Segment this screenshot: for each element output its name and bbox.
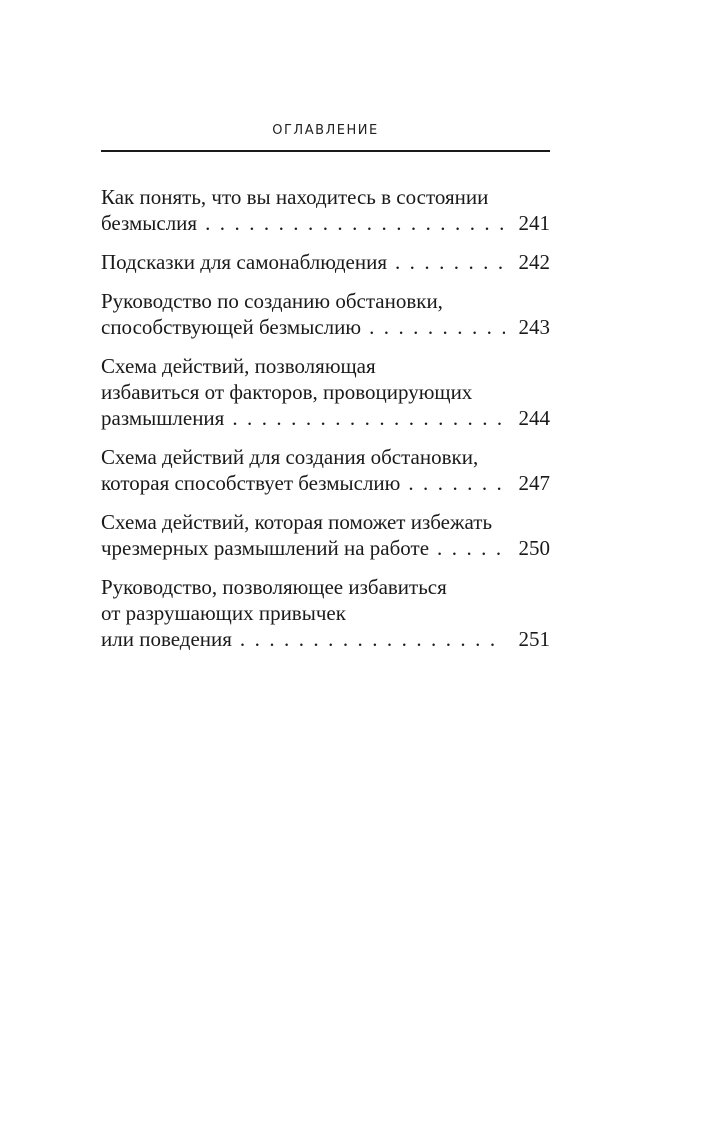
toc-entry-line: Схема действий для создания обстановки,: [101, 445, 479, 469]
toc-entry[interactable]: [101, 184, 550, 236]
toc-entry-line: Как понять, что вы находитесь в состоянии: [101, 185, 489, 209]
toc-entry-text: или поведения: [101, 627, 232, 651]
dot-leader: [205, 210, 504, 236]
table-of-contents: [101, 184, 550, 665]
toc-entry-last-line: [101, 314, 550, 340]
toc-entry-text: чрезмерных размышлений на работе: [101, 536, 430, 560]
toc-entry-last-line: [101, 405, 550, 431]
toc-entry-line: от разрушающих привычек: [101, 601, 346, 625]
toc-entry[interactable]: [101, 509, 550, 561]
page-number: 247: [518, 471, 550, 495]
toc-entry-line: избавиться от факторов, провоцирующих: [101, 380, 473, 404]
toc-entry-last-line: [101, 249, 550, 275]
toc-entry-line: Руководство, позволяющее избавиться: [101, 575, 447, 599]
toc-entry-last-line: [101, 470, 550, 496]
page-number: 241: [518, 211, 550, 235]
page-number: 251: [518, 627, 550, 651]
page-number: 242: [518, 250, 550, 274]
toc-entry-last-line: [101, 210, 550, 236]
toc-entry-line: Схема действий, которая поможет избежать: [101, 510, 493, 534]
toc-entry[interactable]: [101, 444, 550, 496]
toc-entry-last-line: [101, 535, 550, 561]
toc-entry[interactable]: [101, 288, 550, 340]
toc-entry-last-line: [101, 626, 550, 652]
toc-entry-text: размышления: [101, 406, 225, 430]
toc-entry[interactable]: [101, 574, 550, 652]
page-number: 250: [518, 536, 550, 560]
dot-leader: [240, 626, 505, 652]
toc-entry-text: которая способствует безмыслию: [101, 471, 401, 495]
page-number: 244: [518, 406, 550, 430]
running-title: ОГЛАВЛЕНИЕ: [272, 123, 379, 138]
dot-leader: [369, 314, 504, 340]
dot-leader: [232, 405, 504, 431]
toc-entry[interactable]: [101, 249, 550, 275]
toc-entry-text: Подсказки для самонаблюдения: [101, 250, 387, 274]
toc-entry-line: Руководство по созданию обстановки,: [101, 289, 443, 313]
toc-entry-text: способствующей безмыслию: [101, 315, 362, 339]
dot-leader: [395, 249, 505, 275]
dot-leader: [437, 535, 504, 561]
page-number: 243: [518, 315, 550, 339]
toc-entry-line: Схема действий, позволяющая: [101, 354, 376, 378]
toc-entry-text: безмыслия: [101, 211, 198, 235]
header-rule: [101, 150, 550, 152]
toc-entry[interactable]: [101, 353, 550, 431]
dot-leader: [408, 470, 504, 496]
